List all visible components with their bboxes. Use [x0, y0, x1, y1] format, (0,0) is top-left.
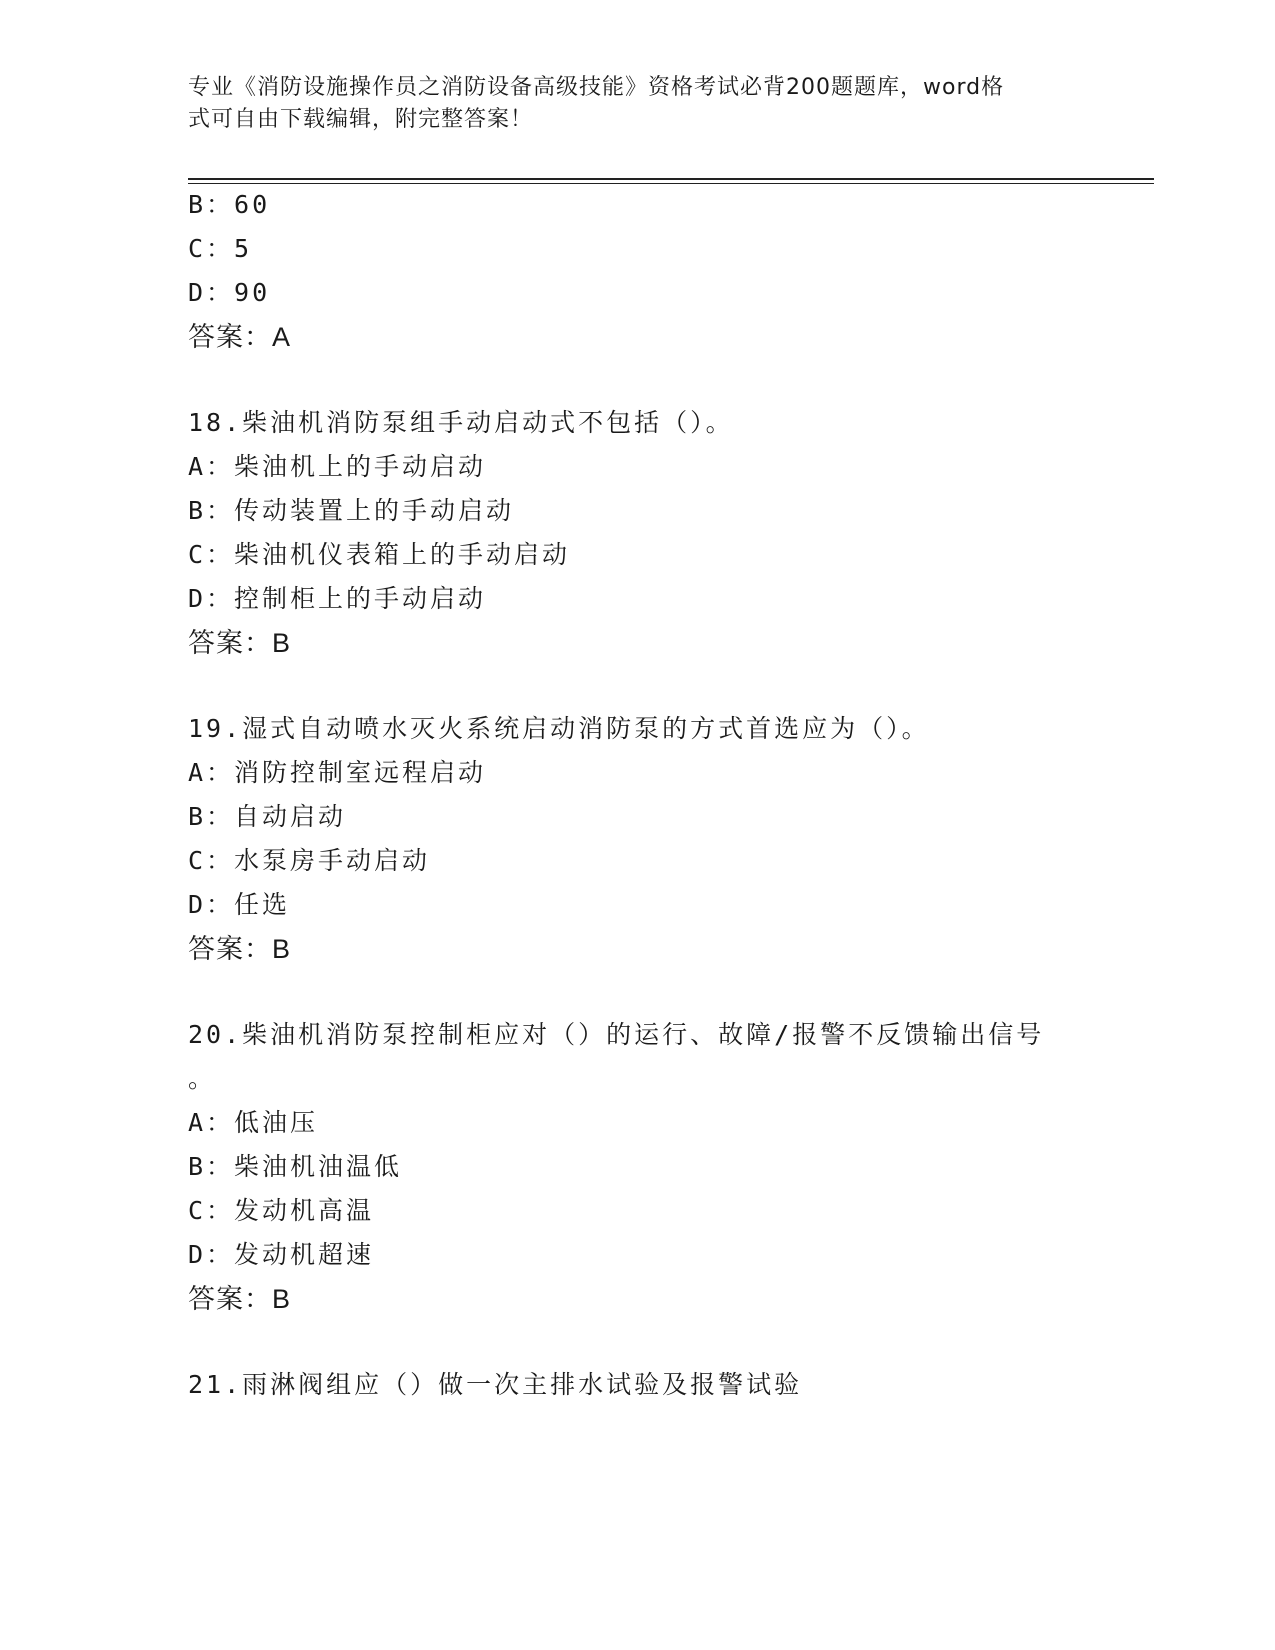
answer-label: 答案：B: [188, 628, 292, 658]
option-b: B：60: [188, 190, 271, 219]
question-stem-continuation: 。: [188, 1064, 217, 1093]
option-d: D：任选: [188, 890, 291, 919]
question-stem: 19.湿式自动喷水灭火系统启动消防泵的方式首选应为（）。: [188, 714, 930, 743]
option-d: D：90: [188, 278, 271, 307]
header-divider-thick: [188, 178, 1154, 180]
answer-label: 答案：A: [188, 322, 292, 352]
option-c: C：水泵房手动启动: [188, 846, 431, 875]
question-stem: 18.柴油机消防泵组手动启动式不包括（）。: [188, 408, 734, 437]
header-line-2: 式可自由下载编辑，附完整答案！: [188, 107, 534, 132]
document-header: [188, 72, 1088, 136]
answer-label: 答案：B: [188, 1284, 292, 1314]
option-b: B：传动装置上的手动启动: [188, 496, 515, 525]
option-d: D：控制柜上的手动启动: [188, 584, 487, 613]
question-stem: 21.雨淋阀组应（）做一次主排水试验及报警试验: [188, 1370, 803, 1399]
answer-label: 答案：B: [188, 934, 292, 964]
option-c: C：柴油机仪表箱上的手动启动: [188, 540, 571, 569]
option-c: C：5: [188, 234, 253, 263]
header-divider-thin: [188, 183, 1154, 184]
option-a: A：柴油机上的手动启动: [188, 452, 487, 481]
header-line-1: 专业《消防设施操作员之消防设备高级技能》资格考试必背200题题库，word格: [188, 75, 1005, 100]
option-a: A：消防控制室远程启动: [188, 758, 487, 787]
option-d: D：发动机超速: [188, 1240, 375, 1269]
option-a: A：低油压: [188, 1108, 319, 1137]
option-b: B：柴油机油温低: [188, 1152, 403, 1181]
question-stem: 20.柴油机消防泵控制柜应对（）的运行、故障/报警不反馈输出信号: [188, 1020, 1045, 1049]
option-b: B：自动启动: [188, 802, 347, 831]
option-c: C：发动机高温: [188, 1196, 375, 1225]
